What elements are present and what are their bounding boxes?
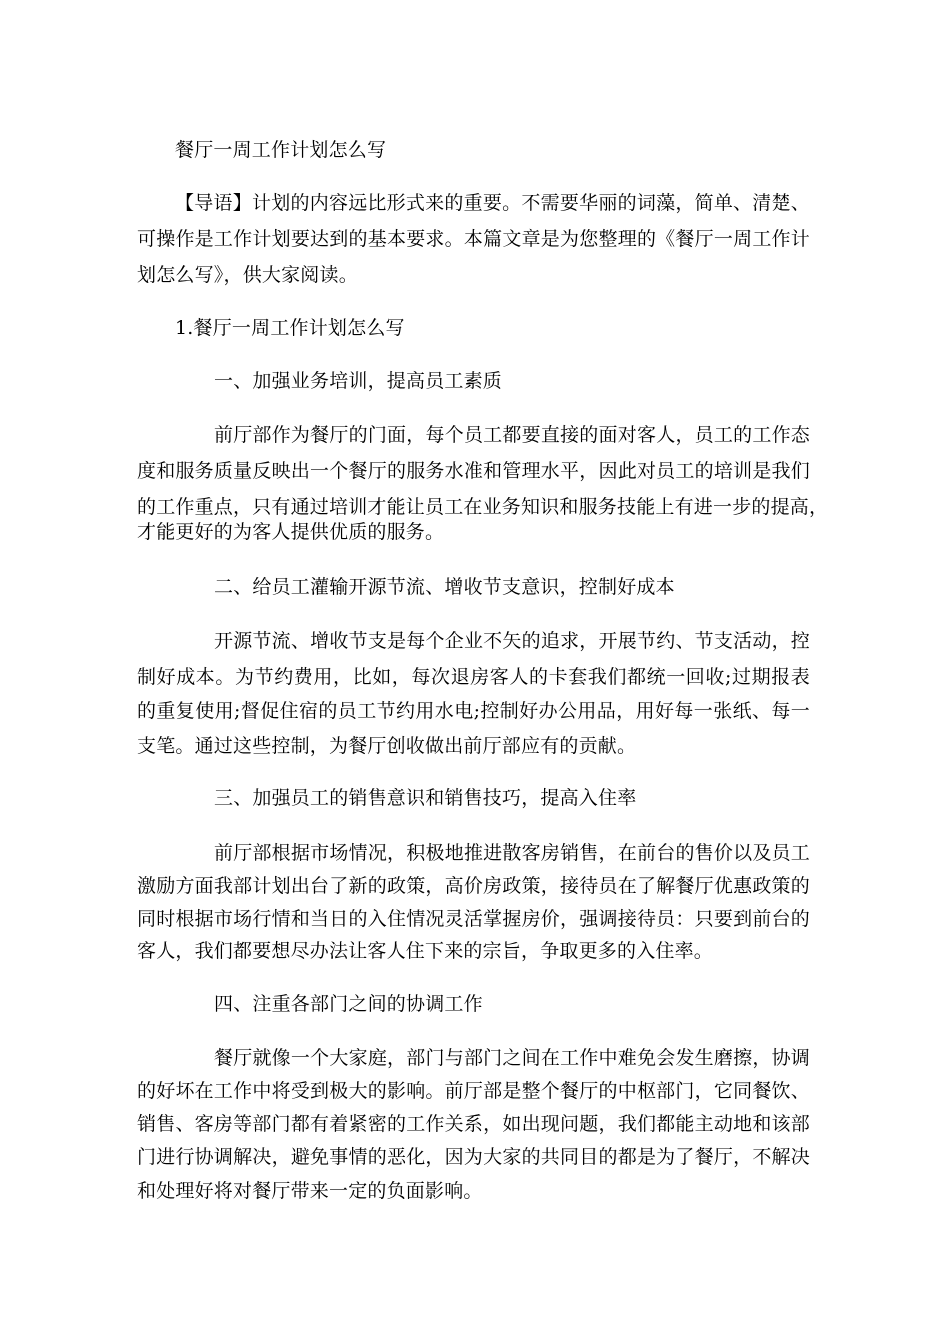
paragraph-4-line-2: 的好坏在工作中将受到极大的影响。前厅部是整个餐厅的中枢部门，它同餐饮、 [137, 1080, 810, 1102]
paragraph-3-line-2: 激励方面我部计划出台了新的政策，高价房政策，接待员在了解餐厅优惠政策的 [137, 875, 810, 897]
paragraph-2-line-2: 制好成本。为节约费用，比如，每次退房客人的卡套我们都统一回收;过期报表 [137, 666, 810, 688]
heading-3: 三、加强员工的销售意识和销售技巧，提高入住率 [214, 787, 637, 809]
document-title: 餐厅一周工作计划怎么写 [175, 139, 387, 161]
intro-line-2: 可操作是工作计划要达到的基本要求。本篇文章是为您整理的《餐厅一周工作计 [137, 228, 810, 250]
paragraph-1-line-2: 度和服务质量反映出一个餐厅的服务水准和管理水平，因此对员工的培训是我们 [137, 460, 810, 482]
intro-line-1: 【导语】计划的内容远比形式来的重要。不需要华丽的词藻，简单、清楚、 [175, 192, 810, 214]
heading-2: 二、给员工灌输开源节流、增收节支意识，控制好成本 [214, 576, 675, 598]
paragraph-1-line-4: 才能更好的为客人提供优质的服务。 [137, 521, 445, 543]
paragraph-2-line-3: 的重复使用;督促住宿的员工节约用水电;控制好办公用品，用好每一张纸、每一 [137, 700, 810, 722]
heading-4: 四、注重各部门之间的协调工作 [214, 993, 483, 1015]
paragraph-1-line-3: 的工作重点，只有通过培训才能让员工在业务知识和服务技能上有进一步的提高， [137, 496, 829, 518]
paragraph-2-line-4: 支笔。通过这些控制，为餐厅创收做出前厅部应有的贡献。 [137, 735, 637, 757]
paragraph-3-line-3: 同时根据市场行情和当日的入住情况灵活掌握房价，强调接待员：只要到前台的 [137, 908, 810, 930]
section-title: 1.餐厅一周工作计划怎么写 [175, 317, 405, 339]
paragraph-4-line-1: 餐厅就像一个大家庭，部门与部门之间在工作中难免会发生磨擦，协调 [214, 1047, 810, 1069]
heading-1: 一、加强业务培训，提高员工素质 [214, 370, 503, 392]
paragraph-2-line-1: 开源节流、增收节支是每个企业不矢的追求，开展节约、节支活动，控 [214, 630, 810, 652]
paragraph-3-line-1: 前厅部根据市场情况，积极地推进散客房销售，在前台的售价以及员工 [214, 842, 810, 864]
paragraph-4-line-5: 和处理好将对餐厅带来一定的负面影响。 [137, 1180, 483, 1202]
paragraph-4-line-3: 销售、客房等部门都有着紧密的工作关系，如出现问题，我们都能主动地和该部 [137, 1113, 810, 1135]
paragraph-4-line-4: 门进行协调解决，避免事情的恶化，因为大家的共同目的都是为了餐厅，不解决 [137, 1146, 810, 1168]
paragraph-3-line-4: 客人，我们都要想尽办法让客人住下来的宗旨，争取更多的入住率。 [137, 940, 714, 962]
paragraph-1-line-1: 前厅部作为餐厅的门面，每个员工都要直接的面对客人，员工的工作态 [214, 424, 810, 446]
intro-line-3: 划怎么写》，供大家阅读。 [137, 264, 358, 286]
